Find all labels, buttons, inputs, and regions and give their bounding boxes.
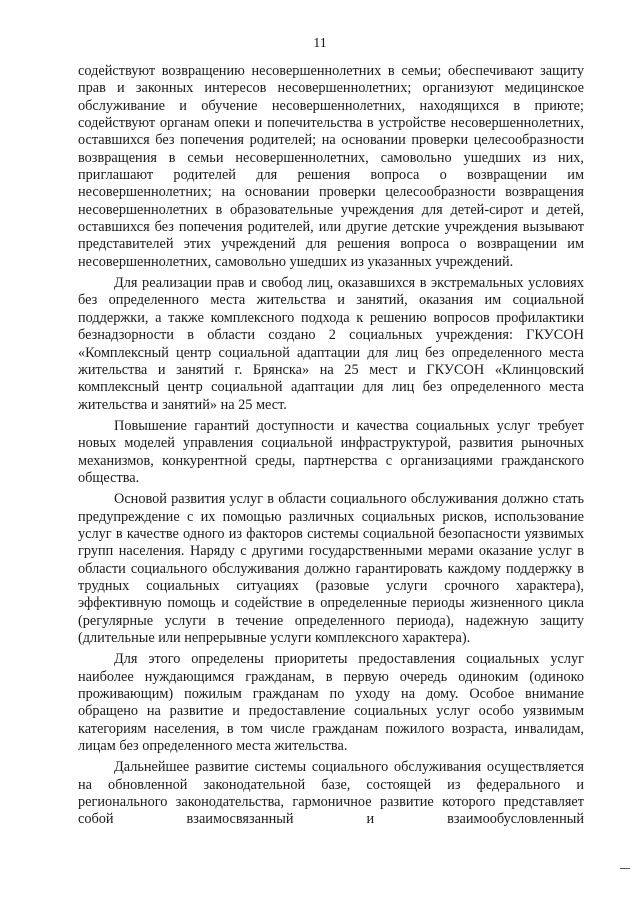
body-text (78, 63, 584, 833)
paragraph-2: Для реализации прав и свобод лиц, оказавшихся в экстремальных условиях без определенного места жительства и занятий, оказания им социальной поддержки, а также комплексного подхода к решению вопросов профилактики безнадзорности в области создано 2 социальных учреждения: ГКУСОН «Комплексный центр социальной адаптации для лиц без определенного места жительства и занятий г. Брянска» на 25 мест и ГКУСОН «Клинцовский комплексный центр социальной адаптации для лиц без определенного места жительства и занятий» на 25 мест. (78, 275, 584, 413)
paragraph-1: содействуют возвращению несовершеннолетних в семьи; обеспечивают защиту прав и законных интересов несовершеннолетних; организуют медицинское обслуживание и обучение несовершеннолетних, находящихся в приюте; содействуют органам опеки и попечительства в устройстве несовершеннолетних, оставшихся без попечения родителей; на основании проверки целесообразности возвращения в семьи несовершеннолетних, самовольно ушедших из них, приглашают родителей для решения вопроса о возвращении им несовершеннолетних; на основании проверки целесообразности возвращения несовершеннолетних в образовательные учреждения для детей-сирот и детей, оставшихся без попечения родителей, или другие детские учреждения вызывают представителей этих учреждений для решения вопроса о возвращении им несовершеннолетних, самовольно ушедших из указанных учреждений. (78, 63, 584, 270)
paragraph-5: Для этого определены приоритеты предоставления социальных услуг наиболее нуждающимся гражданам, в первую очередь одиноким (одиноко проживающим) пожилым гражданам по уходу на дому. Особое внимание обращено на развитие и предоставление социальных услуг особо уязвимым категориям населения, в том числе гражданам пожилого возраста, инвалидам, лицам без определенного места жительства. (78, 651, 584, 755)
paragraph-3: Повышение гарантий доступности и качества социальных услуг требует новых моделей управления социальной инфраструктурой, развития рыночных механизмов, конкурентной среды, партнерства с организациями гражданского общества. (78, 417, 584, 486)
scan-edge-mark (620, 868, 630, 869)
page-number: 11 (313, 36, 327, 51)
paragraph-4: Основой развития услуг в области социального обслуживания должно стать предупреждение с их помощью различных социальных рисков, использование услуг в качестве одного из факторов системы социальной безопасности уязвимых групп населения. Наряду с другими государственными мерами оказание услуг в области социального обслуживания должно гарантировать каждому поддержку в трудных социальных ситуациях (разовые услуги срочного характера), эффективную помощь и содействие в определенные периоды жизненного цикла (регулярные услуги в течение определенного периода), надежную защиту (длительные или непрерывные услуги комплексного характера). (78, 491, 584, 646)
paragraph-6: Дальнейшее развитие системы социального обслуживания осуществляется на обновленной законодательной базе, состоящей из федерального и регионального законодательства, гармоничное развитие которого представляет собой взаимосвязанный и взаимообусловленный (78, 759, 584, 828)
